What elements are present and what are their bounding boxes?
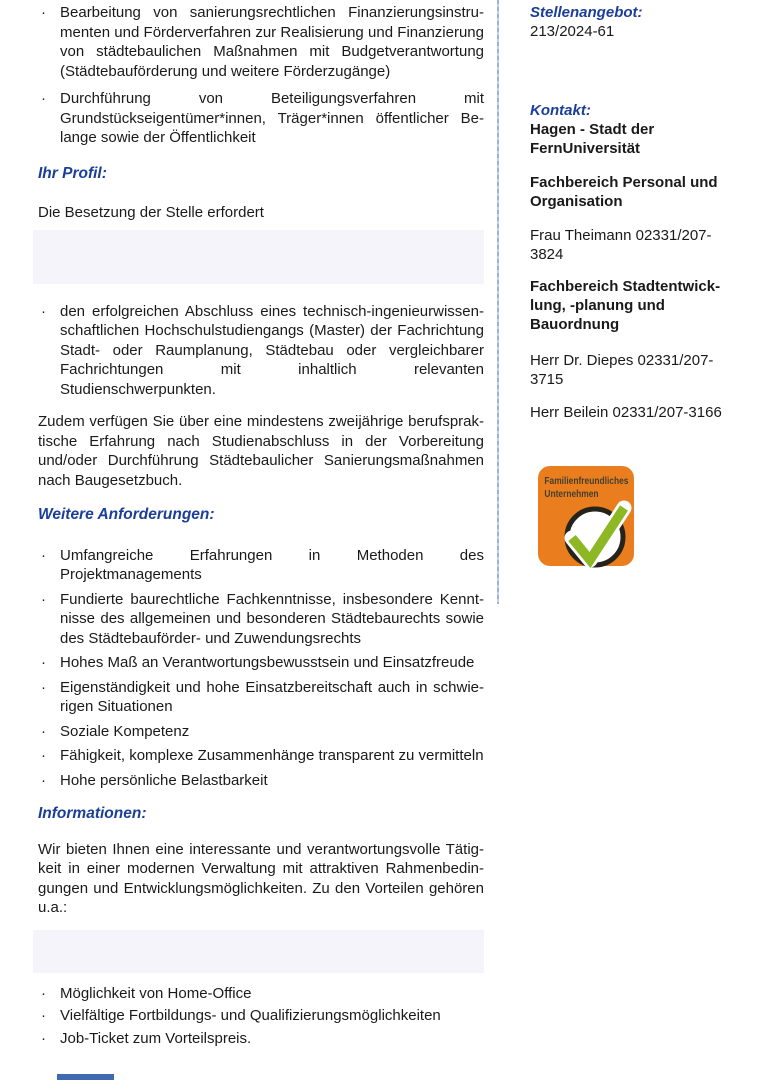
logo-text	[538, 466, 629, 501]
list-item-text: Job-Ticket zum Vorteilspreis.	[60, 1029, 252, 1047]
section-heading-informationen: Informationen:	[38, 805, 147, 822]
benefits-paragraph: Wir bieten Ihnen eine interessante und verantwortungsvolle Tätigkeit in einer modernen Verwaltung mit attraktiven Rahmenbedingungen und Entwicklungsmöglichkeiten. Zu den Vorteilen gehören u.a.:	[38, 840, 484, 916]
list-item-text: Fundierte baurechtliche Fachkenntnisse, insbesondere Kenntnisse des allgemeinen und besonderen Städtebaurechts sowie des Städtebauförder- und Zuwendungsrechts	[60, 590, 484, 647]
checkmark-icon	[556, 500, 634, 578]
bullet-icon: ·	[41, 722, 46, 740]
list-item	[38, 590, 484, 649]
profil-lead-text: Die Besetzung der Stelle erfordert	[38, 204, 264, 221]
experience-paragraph: Zudem verfügen Sie über eine mindestens zweijährige berufspraktische Erfahrung nach Studienabschluss in der Vorbereitung und/oder Durchführung Städtebaulicher Sanierungsmaßnahmen nach Baugesetzbuch.	[38, 413, 484, 489]
list-item-text: Fähigkeit, komplexe Zusammenhänge transparent zu vermitteln	[60, 747, 484, 764]
profil-bullet-list	[38, 302, 484, 400]
anforderungen-bullet-list	[38, 546, 484, 791]
bullet-icon: ·	[41, 1029, 46, 1047]
list-item-text: Eigenständigkeit und hohe Einsatzbereitschaft auch in schwierigen Situationen	[60, 678, 484, 715]
bullet-icon: ·	[41, 747, 46, 764]
bullet-icon: ·	[41, 984, 46, 1002]
list-item-text: Möglichkeit von Home-Office	[60, 984, 252, 1002]
list-item	[38, 771, 484, 791]
list-item-text: Soziale Kompetenz	[60, 722, 190, 740]
logo-text-line2: Unternehmen	[544, 488, 599, 500]
highlight-box	[33, 230, 484, 284]
list-item-text: Vielfältige Fortbildungs- und Qualifizierungsmöglichkeiten	[60, 1007, 441, 1024]
contact-person: Frau Theimann 02331/207-3824	[530, 227, 712, 263]
benefits-bullet-list	[38, 984, 484, 1049]
bullet-icon: ·	[41, 90, 46, 107]
bullet-icon: ·	[41, 302, 46, 320]
tasks-bullet-list	[38, 3, 484, 148]
contact-person: Herr Beilein 02331/207-3166	[530, 404, 722, 421]
section-heading-anforderungen: Weitere Anforderungen:	[38, 506, 215, 523]
bullet-icon: ·	[41, 590, 46, 608]
list-item	[38, 678, 484, 717]
sidebar-column	[530, 0, 726, 566]
column-divider	[497, 0, 499, 604]
family-friendly-company-logo	[538, 466, 634, 566]
list-item	[38, 722, 484, 742]
stellenangebot-number: 213/2024-61	[530, 23, 615, 40]
list-item-text: Durchführung von Beteiligungsverfahren mit Grundstückseigentümer*innen, Träger*innen öffentlicher Belange sowie der Öffentlichkeit	[60, 90, 484, 146]
list-item	[38, 546, 484, 585]
employer-name: Hagen - Stadt der FernUniversität	[530, 121, 655, 157]
list-item-text: Hohe persönliche Belastbarkeit	[60, 771, 268, 789]
kontakt-label: Kontakt:	[530, 102, 591, 119]
page-bottom-cutoff-element	[57, 1074, 114, 1080]
department-name: Fachbereich Stadtentwicklung, -planung und Bauordnung	[530, 278, 721, 333]
list-item	[38, 984, 484, 1004]
list-item	[38, 746, 484, 766]
list-item-text: Umfangreiche Erfahrungen in Methoden des Projektmanagements	[60, 546, 484, 583]
bullet-icon: ·	[41, 771, 46, 789]
bullet-icon: ·	[41, 678, 46, 696]
list-item	[38, 302, 484, 400]
list-item	[38, 1029, 484, 1049]
highlight-box	[33, 930, 484, 973]
list-item-text: Bearbeitung von sanierungsrechtlichen Finanzierungsinstrumenten und Förderverfahren zur Realisierung und Finanzierung von städtebaulichen Maßnahmen mit Budgetverantwortung (Städtebauförderung und weitere Förderzugänge)	[60, 4, 484, 80]
bullet-icon: ·	[41, 1007, 46, 1024]
bullet-icon: ·	[41, 4, 46, 21]
department-name: Fachbereich Personal und Organisation	[530, 174, 718, 210]
bullet-icon: ·	[41, 546, 46, 564]
list-item	[38, 1006, 484, 1026]
logo-text-line1: Familienfreundliches	[544, 475, 629, 487]
contact-person: Herr Dr. Diepes 02331/207-3715	[530, 352, 714, 388]
list-item	[38, 89, 484, 148]
list-item	[38, 3, 484, 81]
bullet-icon: ·	[41, 654, 46, 671]
stellenangebot-label: Stellenangebot:	[530, 4, 643, 21]
main-column	[38, 0, 484, 1048]
list-item-text: Hohes Maß an Verantwortungsbewusstsein und Einsatzfreude	[60, 654, 475, 671]
list-item	[38, 653, 484, 673]
section-heading-profil: Ihr Profil:	[38, 164, 107, 182]
list-item-text: den erfolgreichen Abschluss eines technisch-ingenieurwissenschaftlichen Hochschulstudiengangs (Master) der Fachrichtung Stadt- oder Raumplanung, Städtebau oder vergleichbarer Fachrichtungen mit inhaltlich relevanten Studienschwerpunkten.	[60, 302, 484, 398]
